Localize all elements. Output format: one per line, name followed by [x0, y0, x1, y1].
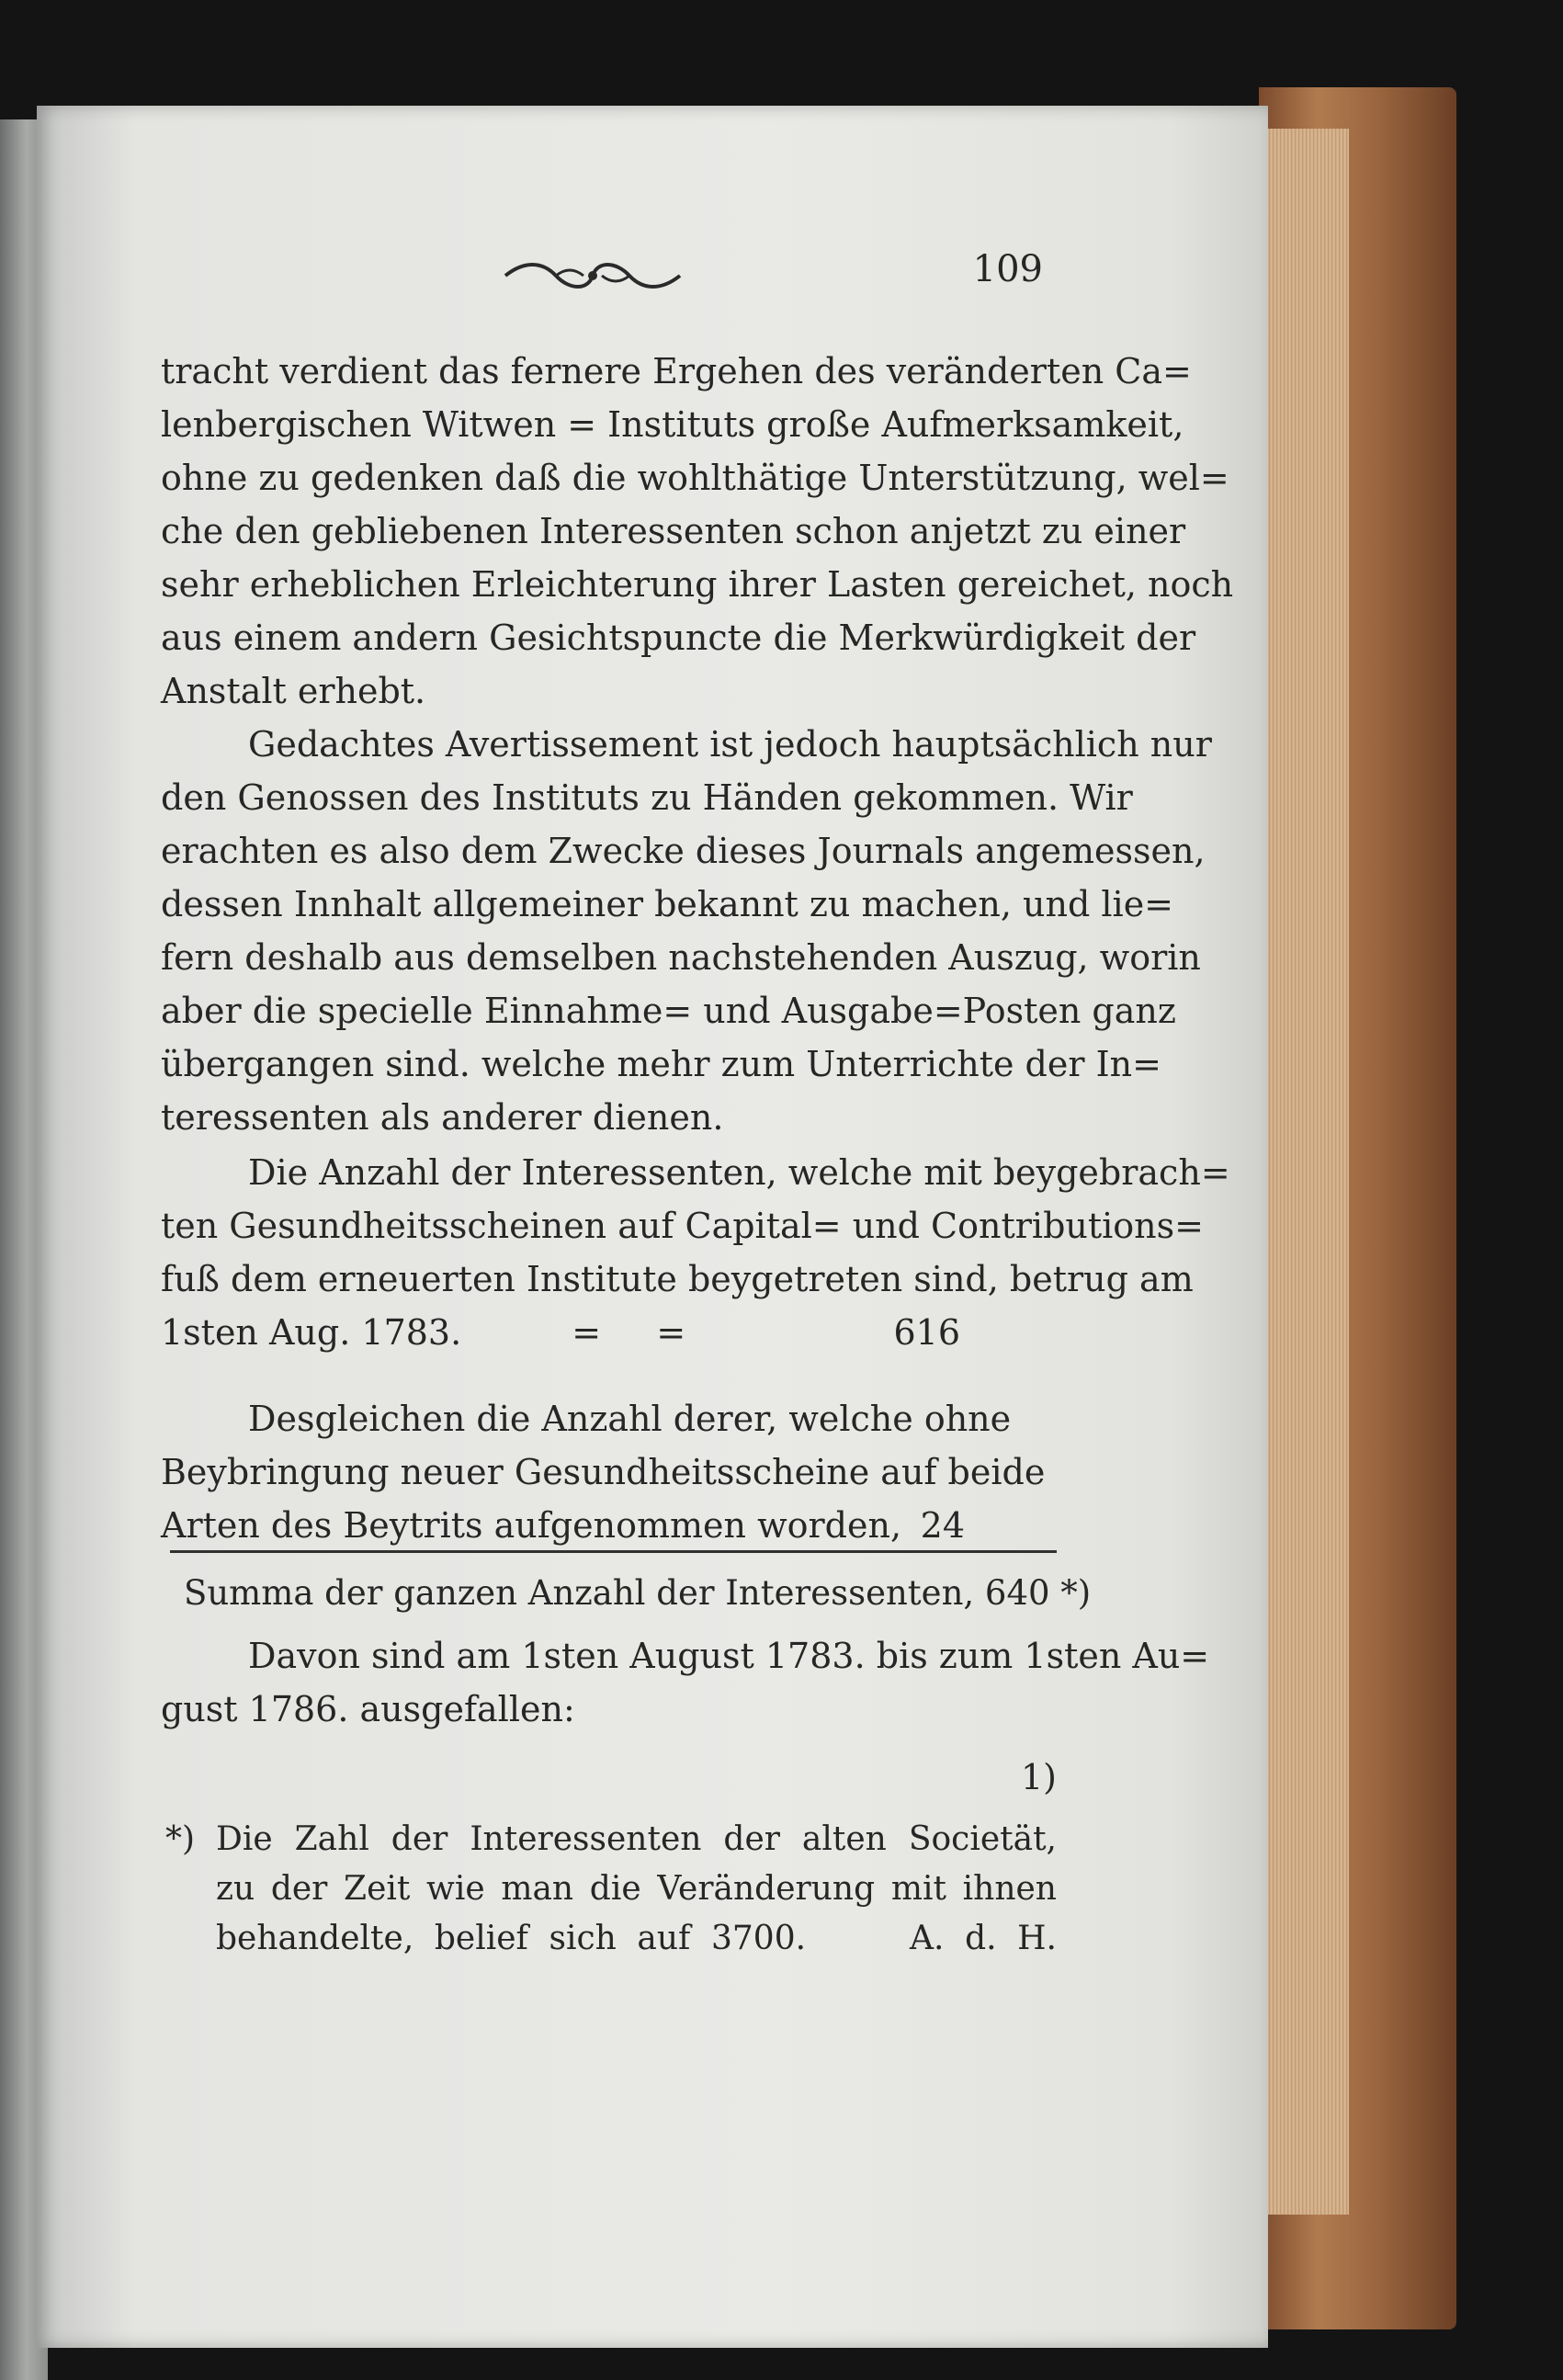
text-line: ten Gesundheitsscheinen auf Capital= und Contributions= — [161, 1206, 1204, 1246]
count-value: 24 — [920, 1505, 965, 1546]
text-line: lenbergischen Witwen = Instituts große Aufmerksamkeit, — [161, 404, 1184, 445]
footnote-line: behandelte, belief sich auf 3700. A. d. H. — [216, 1920, 1057, 1957]
text-line: den Genossen des Instituts zu Händen gekommen. Wir — [161, 777, 1133, 818]
paragraph-3 — [161, 1146, 1230, 1359]
paragraph-5 — [161, 1629, 1210, 1736]
count-label: Arten des Beytrits aufgenommen worden, — [161, 1505, 902, 1546]
text-line: aus einem andern Gesichtspuncte die Merkwürdigkeit der — [161, 618, 1196, 658]
text-line: Beybringung neuer Gesundheitsscheine auf beide — [161, 1452, 1046, 1492]
page-number: 109 — [972, 248, 1043, 290]
text-line: gust 1786. ausgefallen: — [161, 1689, 575, 1729]
count-row — [161, 1306, 1057, 1359]
paragraph-1 — [161, 345, 1234, 718]
sum-rule — [170, 1550, 1057, 1553]
text-line: che den gebliebenen Interessenten schon anjetzt zu einer — [161, 511, 1186, 551]
paragraph-2 — [161, 718, 1212, 1144]
count-label: 1sten Aug. 1783. — [161, 1312, 462, 1353]
catchword: 1) — [1020, 1757, 1057, 1797]
page-edges — [1266, 129, 1349, 2215]
summa-line: Summa der ganzen Anzahl der Interessenten, 640 *) — [184, 1573, 1092, 1613]
text-line: Anstalt erhebt. — [161, 671, 426, 711]
text-line: fern deshalb aus demselben nachstehenden Auszug, worin — [161, 937, 1201, 978]
text-line: Davon sind am 1sten August 1783. bis zum 1sten Au= — [248, 1636, 1210, 1676]
footnote-mark: *) — [165, 1820, 196, 1858]
paragraph-4 — [161, 1392, 1057, 1552]
text-line: ohne zu gedenken daß die wohlthätige Unterstützung, wel= — [161, 458, 1229, 498]
text-line: fuß dem erneuerten Institute beygetreten sind, betrug am — [161, 1259, 1194, 1299]
text-line: aber die specielle Einnahme= und Ausgabe=Posten ganz — [161, 991, 1176, 1031]
page-header — [501, 248, 1061, 303]
text-line: Gedachtes Avertissement ist jedoch hauptsächlich nur — [248, 724, 1212, 765]
text-line: tracht verdient das fernere Ergehen des veränderten Ca= — [161, 351, 1192, 391]
count-value: 616 — [893, 1312, 960, 1353]
text-line: erachten es also dem Zwecke dieses Journals angemessen, — [161, 831, 1206, 871]
text-line: übergangen sind. welche mehr zum Unterrichte der In= — [161, 1044, 1161, 1084]
text-line: Die Anzahl der Interessenten, welche mit beygebrach= — [248, 1152, 1230, 1193]
flourish-icon — [501, 255, 685, 296]
text-line: teressenten als anderer dienen. — [161, 1097, 724, 1138]
ditto-marks: = = — [572, 1312, 686, 1353]
footnote — [165, 1815, 1057, 1964]
footnote-line: Die Zahl der Interessenten der alten Societät, — [216, 1820, 1057, 1858]
text-line: Desgleichen die Anzahl derer, welche ohne — [248, 1399, 1012, 1439]
footnote-line: zu der Zeit wie man die Veränderung mit ihnen — [216, 1870, 1057, 1908]
text-line: sehr erheblichen Erleichterung ihrer Lasten gereichet, noch — [161, 564, 1234, 605]
count-row — [161, 1499, 1057, 1552]
text-line: dessen Innhalt allgemeiner bekannt zu machen, und lie= — [161, 884, 1174, 924]
